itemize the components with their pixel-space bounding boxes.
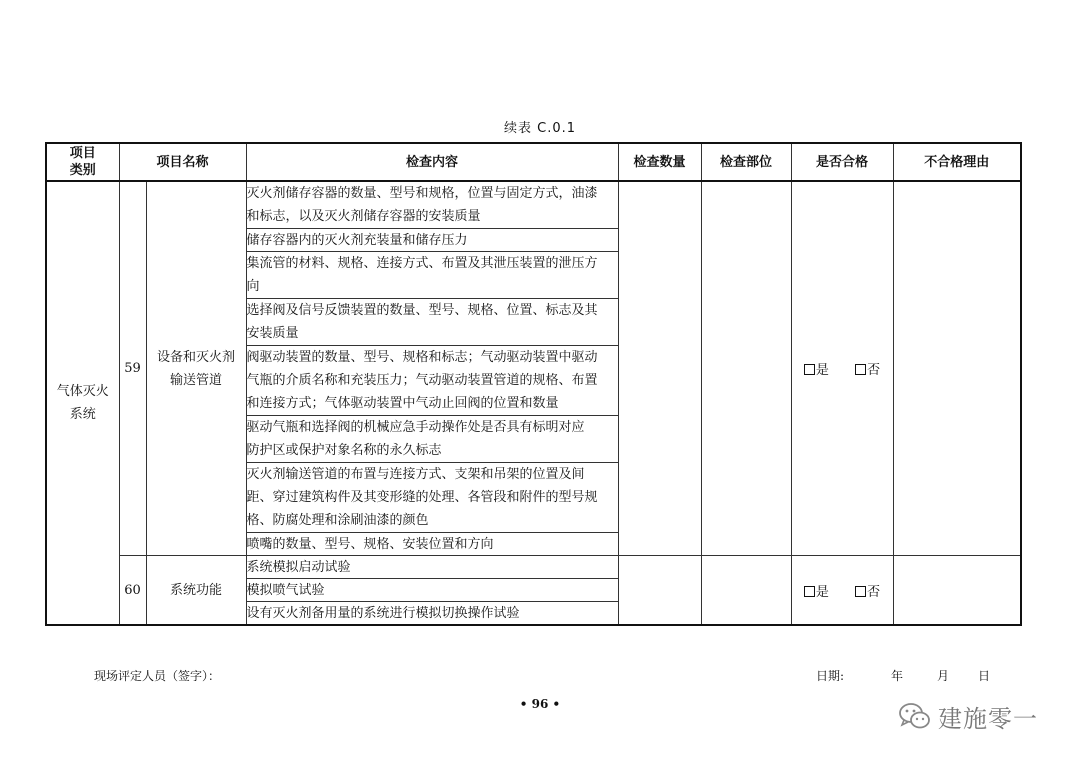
yes-label: 是 [815,363,829,378]
category-line2: 系统 [69,407,96,422]
date-year: 年 [891,669,904,683]
location-cell[interactable] [701,556,791,626]
check-item: 驱动气瓶和选择阀的机械应急手动操作处是否具有标明对应 防护区或保护对象名称的永久标志 [246,416,618,463]
reason-cell[interactable] [893,181,1021,556]
date-month: 月 [937,669,950,683]
header-row [46,143,1021,181]
watermark [898,698,1038,734]
check-item: 喷嘴的数量、型号、规格、安装位置和方向 [246,533,618,556]
pass-cell [791,556,893,626]
check-item: 设有灭火剂备用量的系统进行模拟切换操作试验 [246,602,618,626]
yes-checkbox[interactable] [804,364,815,375]
yes-label: 是 [815,584,829,600]
header-name: 项目名称 [119,143,246,181]
wechat-icon [898,701,932,731]
check-item: 选择阀及信号反馈装置的数量、型号、规格、位置、标志及其 安装质量 [246,299,618,346]
reason-cell[interactable] [893,556,1021,626]
table-row [46,556,1021,579]
yes-option[interactable] [804,581,829,600]
quantity-cell[interactable] [618,181,701,556]
date-label: 日期: [816,669,845,683]
check-item: 阀驱动装置的数量、型号、规格和标志；气动驱动装置中驱动 气瓶的介质名称和充装压力；气动驱动装置管道的规格、布置 和连接方式；气体驱动装置中气动止回阀的位置和数量 [246,346,618,416]
no-label: 否 [867,584,881,600]
quantity-cell[interactable] [618,556,701,626]
header-location: 检查部位 [701,143,791,181]
signature-label: 现场评定人员（签字）： [94,669,221,683]
table-row [46,181,1021,229]
header-category-line2: 类别 [69,163,96,178]
date-day: 日 [978,669,991,683]
item-name: 系统功能 [146,556,246,626]
item-number: 59 [119,181,146,556]
inspection-table [45,142,1022,626]
page-number: • 96 • [519,697,561,711]
no-checkbox[interactable] [855,586,866,597]
check-item: 模拟喷气试验 [246,579,618,602]
yes-option[interactable] [804,359,829,378]
watermark-text: 建施零一 [938,704,1038,733]
check-item: 储存容器内的灭火剂充装量和储存压力 [246,229,618,252]
check-item: 灭火剂储存容器的数量、型号和规格，位置与固定方式，油漆 和标志，以及灭火剂储存容器的安装质量 [246,181,618,229]
item-name-line2: 输送管道 [170,372,223,388]
check-item: 集流管的材料、规格、连接方式、布置及其泄压装置的泄压方 向 [246,252,618,299]
category-cell [46,181,119,625]
header-reason: 不合格理由 [893,143,1021,181]
no-option[interactable] [855,359,880,378]
table-title: 续表 C.0.1 [503,121,577,136]
category-line1: 气体灭火 [56,384,109,399]
check-item: 系统模拟启动试验 [246,556,618,579]
header-content: 检查内容 [246,143,618,181]
header-category [46,143,119,181]
no-label: 否 [867,363,881,378]
no-checkbox[interactable] [855,364,866,375]
check-item: 灭火剂输送管道的布置与连接方式、支架和吊架的位置及间 距、穿过建筑构件及其变形缝的处理、各管段和附件的型号规 格、防腐处理和涂刷油漆的颜色 [246,463,618,533]
location-cell[interactable] [701,181,791,556]
header-quantity: 检查数量 [618,143,701,181]
item-name-line1: 设备和灭火剂 [157,349,236,365]
no-option[interactable] [855,581,880,600]
item-number: 60 [119,556,146,626]
header-category-line1: 项目 [69,146,96,161]
pass-cell [791,181,893,556]
item-name [146,181,246,556]
yes-checkbox[interactable] [804,586,815,597]
header-pass: 是否合格 [791,143,893,181]
